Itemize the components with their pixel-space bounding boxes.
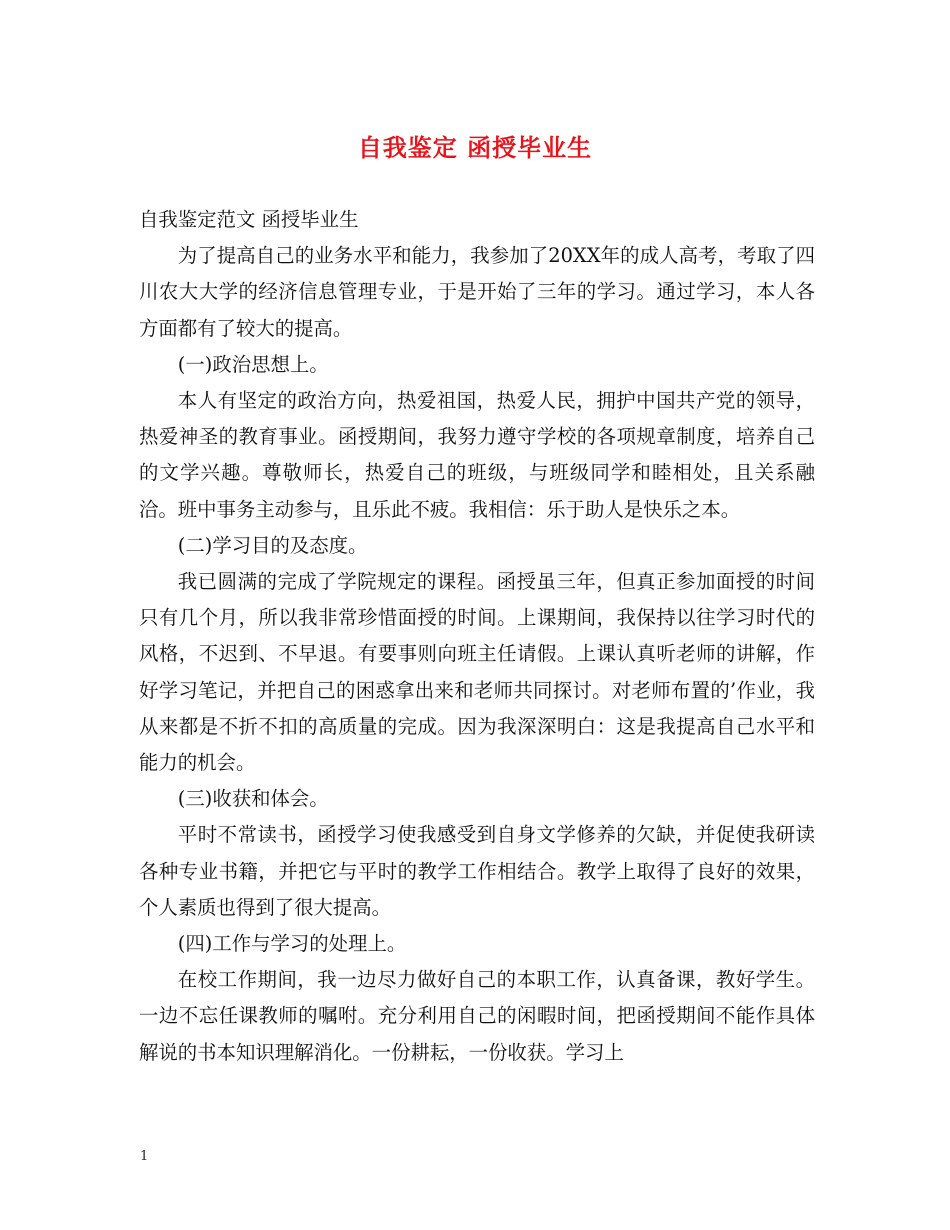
section-heading-study-attitude: (二)学习目的及态度。 — [177, 533, 368, 557]
paragraph-gains: 平时不常读书，函授学习使我感受到自身文学修养的欠缺，并促使我研读各种专业书籍，并把它与平时的教学工作相结合。教学上取得了良好的效果，个人素质也得到了很大提高。 — [139, 823, 815, 919]
document-body — [139, 202, 815, 1071]
subtitle-line: 自我鉴定范文 函授毕业生 — [139, 208, 359, 231]
paragraph-study-attitude: 我已圆满的完成了学院规定的课程。函授虽三年，但真正参加面授的时间只有几个月，所以我非常珍惜面授的时间。上课期间，我保持以往学习时代的风格，不迟到、不早退。有要事则向班主任请假。上课认真听老师的讲解，作好学习笔记，并把自己的困惑拿出来和老师共同探讨。对老师布置的’作业，我从来都是不折不扣的高质量的完成。因为我深深明白：这是我提高自己水平和能力的机会。 — [139, 570, 815, 775]
paragraph-intro: 为了提高自己的业务水平和能力，我参加了20XX年的成人高考，考取了四川农大大学的经济信息管理专业，于是开始了三年的学习。通过学习，本人各方面都有了较大的提高。 — [139, 244, 815, 340]
page-number: 1 — [140, 1149, 149, 1164]
section-heading-politics: (一)政治思想上。 — [177, 352, 329, 376]
section-heading-gains: (三)收获和体会。 — [177, 787, 329, 811]
document-title: 自我鉴定 函授毕业生 — [357, 133, 593, 162]
section-heading-work-study: (四)工作与学习的处理上。 — [177, 932, 407, 956]
paragraph-work-study: 在校工作期间，我一边尽力做好自己的本职工作，认真备课，教好学生。一边不忘任课教师的嘱咐。充分利用自己的闲暇时间，把函授期间不能作具体解说的书本知识理解消化。一份耕耘，一份收获。学习上 — [139, 968, 815, 1064]
paragraph-politics: 本人有坚定的政治方向，热爱祖国，热爱人民，拥护中国共产党的领导，热爱神圣的教育事业。函授期间，我努力遵守学校的各项规章制度，培养自己的文学兴趣。尊敬师长，热爱自己的班级，与班级同学和睦相处，且关系融洽。班中事务主动参与，且乐此不疲。我相信：乐于助人是快乐之本。 — [139, 389, 815, 521]
